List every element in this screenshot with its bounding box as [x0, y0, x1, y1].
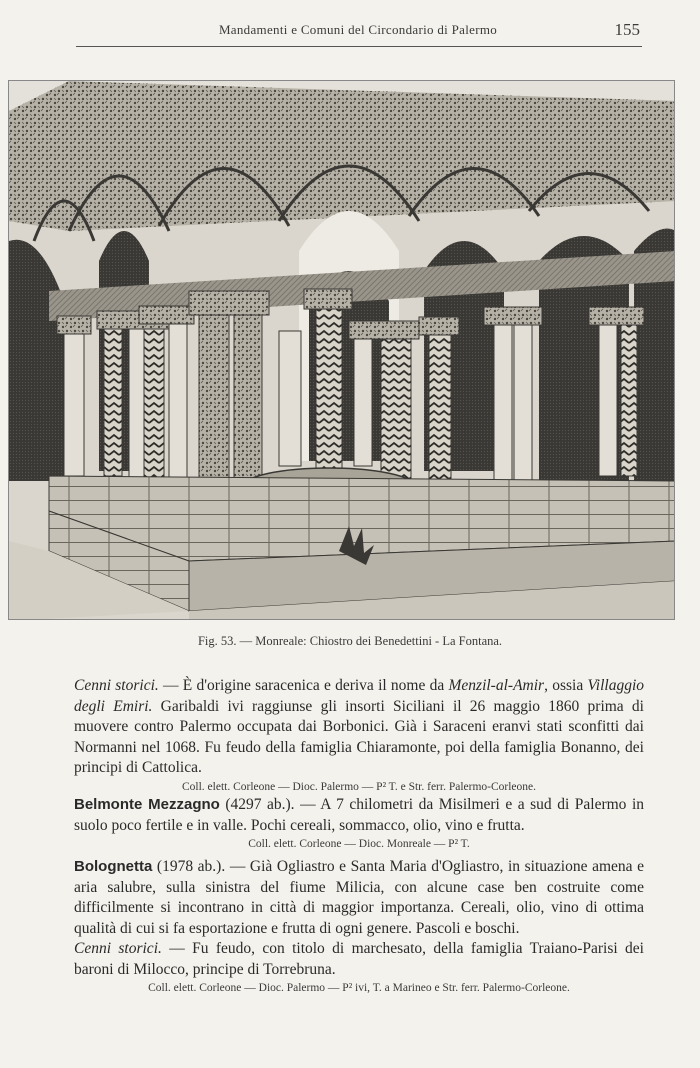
text-run: (1978 ab.). — Già Ogliastro e Santa Maria d'Ogliastro, in situazione amena e aria salubre, sulla sinistra del fiume Milicia, con alcune case ben costruite come difficilmente si incontrano in città di maggior importanza. Cereali, olio, vino di ottima qualità di cui si fa esportazione e frutta di ogni genere. Pascoli e boschi. [74, 858, 644, 937]
page-number: 155 [614, 20, 640, 39]
page-header [76, 20, 640, 44]
entry-paragraph [74, 857, 644, 980]
text-run: — È d'origine saracenica e deriva il nome da [158, 677, 449, 694]
text-run: — Fu feudo, con titolo di marchesato, della famiglia Traiano-Parisi dei baroni di Milocco, principe di Torrebruna. [74, 940, 644, 978]
entry-name: Belmonte Mezzagno [74, 796, 220, 813]
entry-name: Bolognetta [74, 858, 153, 875]
electoral-note: Coll. elett. Corleone — Dioc. Monreale — P² T. [248, 838, 470, 850]
electoral-note: Coll. elett. Corleone — Dioc. Palermo — P² T. e Str. ferr. Palermo-Corleone. [181, 780, 537, 793]
entry-bolognetta [74, 857, 644, 994]
text-run: Garibaldi ivi raggiunse gli insorti Siciliani il 26 maggio 1860 prima di muovere contro Palermo occupata dai Borbonici. Già i Saraceni eranvi stati sconfitti dai Normanni nel 1068. Fu feudo della famiglia Chiaramonte, poi della famiglia Bonanno, dei principi di Cattolica. [74, 697, 644, 776]
history-paragraph [74, 676, 644, 779]
italic-term: Menzil-al-Amir [448, 677, 545, 694]
section-lead: Cenni storici. [74, 940, 162, 957]
cloister-engraving [8, 80, 675, 620]
text-run: (4297 ab.). — A 7 chilometri da Misilmeri e a sud di Palermo in suolo poco fertile e in valle. Pochi cereali, sommacco, olio, vino e frutta. [74, 796, 644, 834]
entry-belmonte [74, 795, 644, 850]
running-title: Mandamenti e Comuni del Circondario di Palermo [218, 22, 498, 37]
italic-term: Villaggio degli Emiri. [74, 677, 644, 715]
section-cenni-storici [74, 676, 644, 793]
section-lead: Cenni storici. [74, 677, 159, 694]
electoral-note: Coll. elett. Corleone — Dioc. Palermo — P² ivi, T. a Marineo e Str. ferr. Palermo-Corleone. [148, 982, 570, 994]
entry-paragraph [74, 795, 644, 836]
text-run: , ossia [544, 677, 588, 694]
figure-caption: Fig. 53. — Monreale: Chiostro dei Benedettini - La Fontana. [197, 634, 503, 648]
header-rule [76, 46, 642, 47]
